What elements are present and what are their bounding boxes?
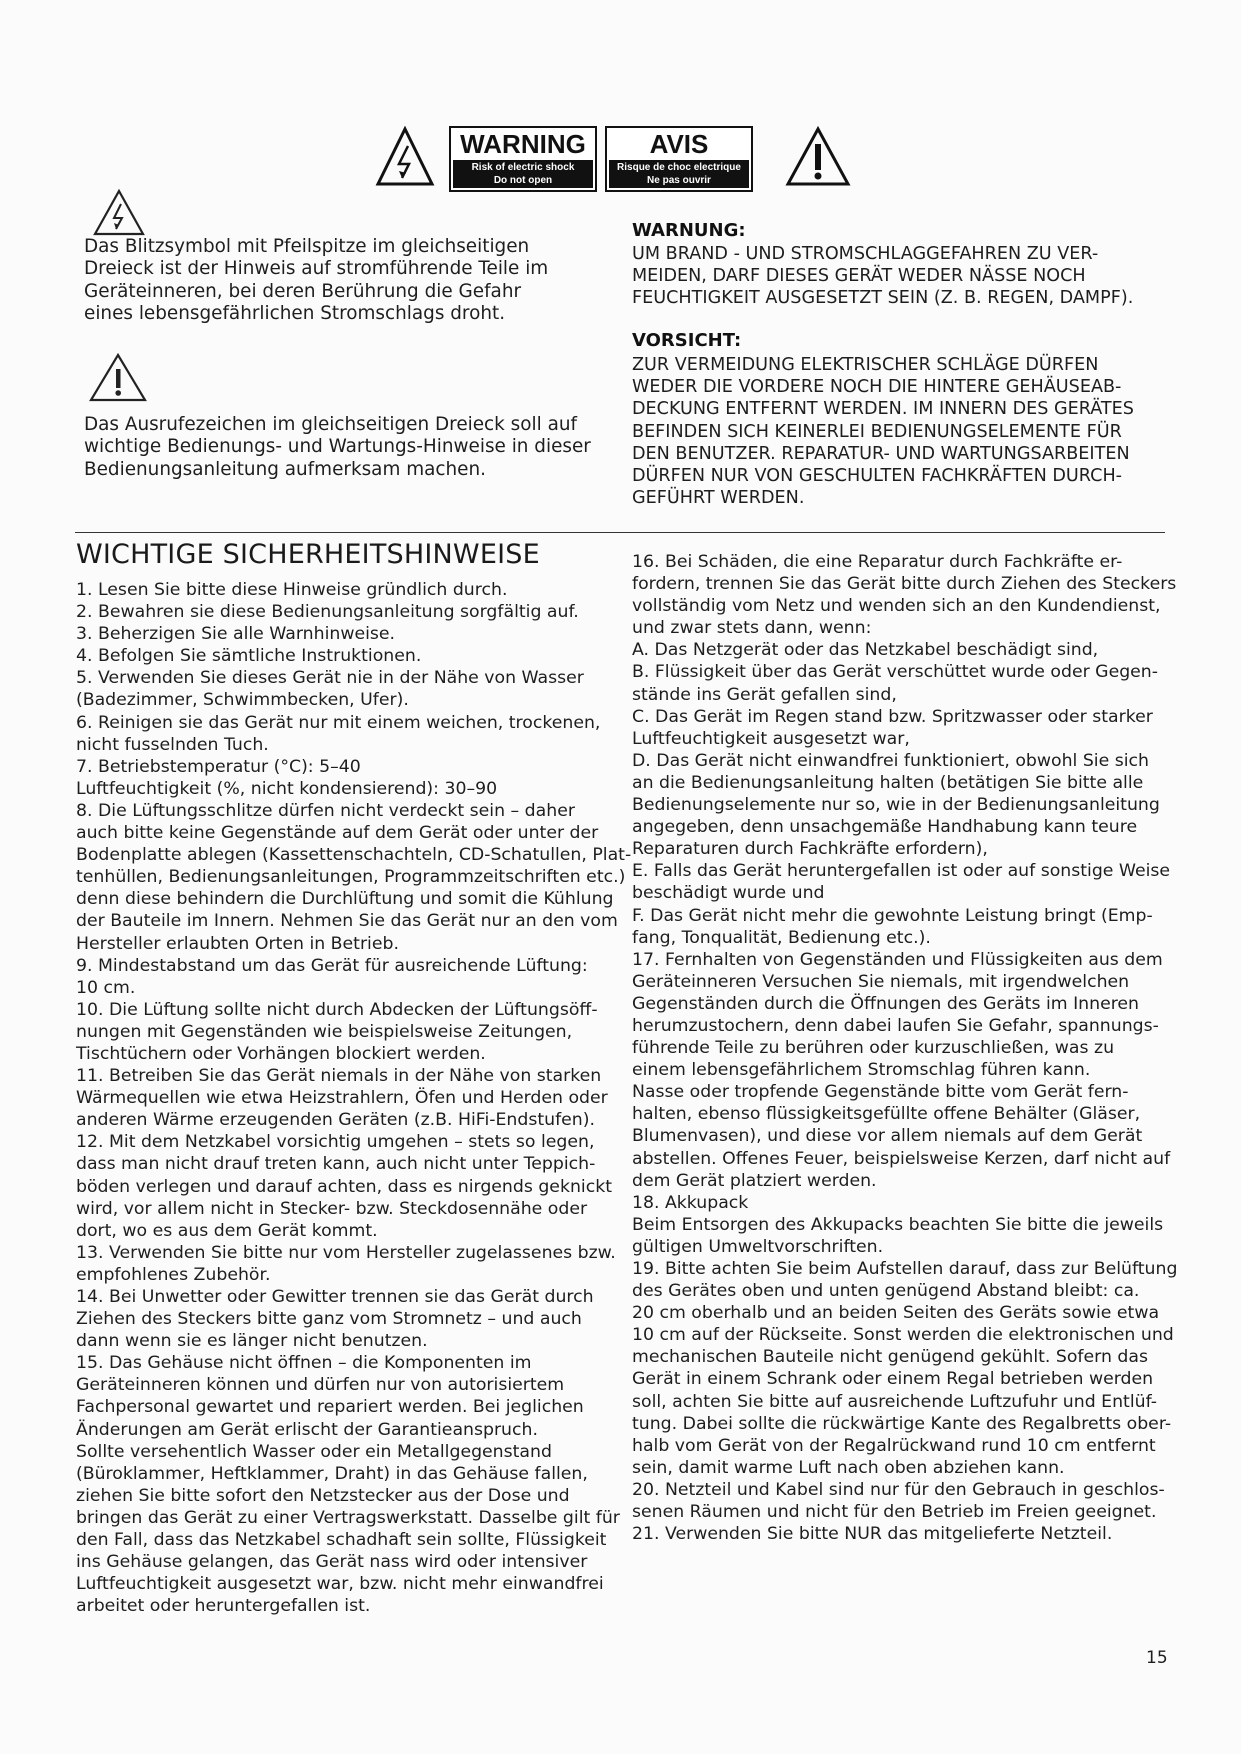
- vorsicht-line: DECKUNG ENTFERNT WERDEN. IM INNERN DES GERÄTES: [632, 399, 1134, 420]
- avis-sub-line: Ne pas ouvrir: [647, 175, 711, 186]
- text-line: arbeitet oder heruntergefallen ist.: [76, 1596, 371, 1617]
- text-line: 17. Fernhalten von Gegenständen und Flüssigkeiten aus dem: [632, 949, 1163, 970]
- text-line: böden verlegen und darauf achten, dass es nirgends geknickt: [76, 1176, 612, 1197]
- right-column: [632, 551, 1177, 1545]
- section-title: WICHTIGE SICHERHEITSHINWEISE: [76, 539, 540, 570]
- left-column: [76, 579, 631, 1617]
- text-line: Tischtüchern oder Vorhängen blockiert werden.: [76, 1043, 486, 1064]
- text-line: Bedienungselemente nur so, wie in der Bedienungsanleitung: [632, 795, 1160, 816]
- text-line: 18. Akkupack: [632, 1192, 749, 1213]
- text-line: 6. Reinigen sie das Gerät nur mit einem weichen, trockenen,: [76, 712, 601, 733]
- text-line: (Büroklammer, Heftklammer, Draht) in das Gehäuse fallen,: [76, 1463, 588, 1484]
- warning-sub-line: Do not open: [493, 175, 553, 186]
- text-line: der Bauteile im Innern. Nehmen Sie das Gerät nur an den vom: [76, 911, 618, 932]
- text-line: B. Flüssigkeit über das Gerät verschüttet wurde oder Gegen-: [632, 662, 1158, 683]
- text-line: nungen mit Gegenständen wie beispielsweise Zeitungen,: [76, 1021, 573, 1042]
- lightning-triangle-icon: [92, 188, 146, 242]
- text-line: 20. Netzteil und Kabel sind nur für den Gebrauch in geschlos-: [632, 1479, 1165, 1500]
- notice-line: Das Ausrufezeichen im gleichseitigen Dreieck soll auf: [84, 414, 577, 435]
- text-line: 3. Beherzigen Sie alle Warnhinweise.: [76, 624, 396, 645]
- exclamation-triangle-icon: [88, 352, 148, 408]
- text-line: Beim Entsorgen des Akkupacks beachten Sie bitte die jeweils: [632, 1214, 1164, 1235]
- text-line: Luftfeuchtigkeit ausgesetzt war, bzw. nicht mehr einwandfrei: [76, 1574, 604, 1595]
- lightning-notice: [84, 236, 548, 326]
- text-line: 8. Die Lüftungsschlitze dürfen nicht verdeckt sein – daher: [76, 800, 575, 821]
- text-line: einem lebensgefährlichem Stromschlag führen kann.: [632, 1060, 1091, 1081]
- text-line: Gegenständen durch die Öffnungen des Geräts im Inneren: [632, 993, 1140, 1014]
- exclamation-notice: [84, 414, 591, 481]
- text-line: Hersteller erlaubten Orten in Betrieb.: [76, 933, 399, 954]
- text-line: Gerät in einem Schrank oder einem Regal betrieben werden: [632, 1369, 1154, 1390]
- vorsicht-heading: VORSICHT:: [632, 330, 742, 351]
- text-line: Luftfeuchtigkeit (%, nicht kondensierend): 30–90: [76, 778, 498, 799]
- text-line: ins Gehäuse gelangen, das Gerät nass wird oder intensiver: [76, 1552, 588, 1573]
- text-line: 16. Bei Schäden, die eine Reparatur durch Fachkräfte er-: [632, 552, 1123, 572]
- text-line: fang, Tonqualität, Bedienung etc.).: [632, 927, 931, 948]
- text-line: denn diese behindern die Durchlüftung und somit die Kühlung: [76, 889, 614, 910]
- notice-line: eines lebensgefährlichen Stromschlags droht.: [84, 303, 506, 325]
- text-line: gültigen Umweltvorschriften.: [632, 1236, 884, 1257]
- text-line: 9. Mindestabstand um das Gerät für ausreichende Lüftung:: [76, 955, 588, 976]
- notice-line: Bedienungsanleitung aufmerksam machen.: [84, 458, 486, 480]
- warning-sub-line: Risk of electric shock: [471, 162, 575, 173]
- section-divider: [75, 532, 1165, 533]
- warning-banner: [375, 126, 865, 196]
- text-line: dort, wo es aus dem Gerät kommt.: [76, 1220, 378, 1241]
- text-line: 14. Bei Unwetter oder Gewitter trennen sie das Gerät durch: [76, 1287, 594, 1307]
- text-line: 15. Das Gehäuse nicht öffnen – die Komponenten im: [76, 1353, 532, 1374]
- warnung-line: FEUCHTIGKEIT AUSGESETZT SEIN (Z. B. REGEN, DAMPF).: [632, 288, 1134, 309]
- text-line: sein, damit warme Luft nach oben abziehen kann.: [632, 1457, 1065, 1478]
- avis-sub-line: Risque de choc electrique: [617, 162, 741, 173]
- text-line: tung. Dabei sollte die rückwärtige Kante des Regalbretts ober-: [632, 1413, 1172, 1434]
- text-line: beschädigt wurde und: [632, 883, 825, 904]
- text-line: anderen Wärme erzeugenden Geräten (z.B. HiFi-Endstufen).: [76, 1110, 595, 1131]
- text-line: senen Räumen und nicht für den Betrieb im Freien geeignet.: [632, 1502, 1157, 1523]
- warnung-line: UM BRAND - UND STROMSCHLAGGEFAHREN ZU VER-: [632, 244, 1099, 264]
- text-line: Fachpersonal gewartet und repariert werden. Bei jeglichen: [76, 1397, 584, 1418]
- text-line: halb vom Gerät von der Regalrückwand rund 10 cm entfernt: [632, 1435, 1156, 1456]
- text-line: dass man nicht drauf treten kann, auch nicht unter Teppich-: [76, 1154, 596, 1175]
- text-line: Bodenplatte ablegen (Kassettenschachteln, CD-Schatullen, Plat-: [76, 845, 632, 866]
- text-line: 12. Mit dem Netzkabel vorsichtig umgehen – stets so legen,: [76, 1132, 595, 1153]
- text-line: 5. Verwenden Sie dieses Gerät nie in der Nähe von Wasser: [76, 668, 584, 689]
- text-line: empfohlenes Zubehör.: [76, 1264, 271, 1285]
- warning-label-sub: [453, 160, 593, 188]
- text-line: herumzustochern, denn dabei laufen Sie Gefahr, spannungs-: [632, 1015, 1159, 1036]
- text-line: des Gerätes oben und unten genügend Abstand bleibt: ca.: [632, 1281, 1140, 1302]
- text-line: stände ins Gerät gefallen sind,: [632, 684, 897, 705]
- text-line: halten, ebenso flüssigkeitsgefüllte offene Behälter (Gläser,: [632, 1104, 1141, 1125]
- warning-label-title: WARNING: [460, 129, 586, 159]
- vorsicht-line: DÜRFEN NUR VON GESCHULTEN FACHKRÄFTEN DURCH-: [632, 466, 1123, 487]
- text-line: mechanischen Bauteile nicht genügend gekühlt. Sofern das: [632, 1347, 1148, 1368]
- text-line: Geräteinneren Versuchen Sie niemals, mit irgendwelchen: [632, 971, 1130, 992]
- text-line: vollständig vom Netz und wenden sich an den Kundendienst,: [632, 596, 1161, 617]
- text-line: Wärmequellen wie etwa Heizstrahlern, Öfen und Herden oder: [76, 1088, 608, 1109]
- text-line: 11. Betreiben Sie das Gerät niemals in der Nähe von starken: [76, 1066, 602, 1087]
- warnung-text: [632, 243, 1133, 310]
- text-line: auch bitte keine Gegenstände auf dem Gerät oder unter der: [76, 823, 599, 844]
- text-line: Luftfeuchtigkeit ausgesetzt war,: [632, 728, 910, 749]
- text-line: Geräteinneren können und dürfen nur von autorisiertem: [76, 1375, 565, 1396]
- text-line: Sollte versehentlich Wasser oder ein Metallgegenstand: [76, 1441, 552, 1462]
- warnung-line: MEIDEN, DARF DIESES GERÄT WEDER NÄSSE NOCH: [632, 266, 1086, 287]
- text-line: tenhüllen, Bedienungsanleitungen, Programmzeitschriften etc.): [76, 867, 626, 888]
- text-line: nicht fusselnden Tuch.: [76, 734, 269, 755]
- text-line: 20 cm oberhalb und an beiden Seiten des Geräts sowie etwa: [632, 1303, 1160, 1324]
- text-line: Reparaturen durch Fachkräfte erfordern),: [632, 839, 988, 860]
- avis-label-sub: [609, 160, 749, 188]
- page-number: 15: [1146, 1648, 1168, 1668]
- text-line: 19. Bitte achten Sie beim Aufstellen darauf, dass zur Belüftung: [632, 1259, 1178, 1279]
- vorsicht-line: ZUR VERMEIDUNG ELEKTRISCHER SCHLÄGE DÜRFEN: [632, 355, 1099, 375]
- notice-line: Das Blitzsymbol mit Pfeilspitze im gleichseitigen: [84, 236, 530, 257]
- notice-line: wichtige Bedienungs- und Wartungs-Hinweise in dieser: [84, 436, 591, 458]
- warnung-heading: WARNUNG:: [632, 220, 746, 241]
- vorsicht-text: [632, 354, 1134, 509]
- text-line: den Fall, dass das Netzkabel schadhaft sein sollte, Flüssigkeit: [76, 1530, 607, 1551]
- text-line: ziehen Sie bitte sofort den Netzstecker aus der Dose und: [76, 1485, 570, 1506]
- text-line: A. Das Netzgerät oder das Netzkabel beschädigt sind,: [632, 640, 1099, 661]
- notice-line: Dreieck ist der Hinweis auf stromführende Teile im: [84, 258, 549, 280]
- text-line: 1. Lesen Sie bitte diese Hinweise gründlich durch.: [76, 580, 508, 600]
- text-line: dem Gerät platziert werden.: [632, 1170, 877, 1191]
- exclamation-triangle-icon: [785, 126, 851, 188]
- text-line: 2. Bewahren sie diese Bedienungsanleitung sorgfältig auf.: [76, 602, 579, 623]
- text-line: führende Teile zu berühren oder kurzuschließen, was zu: [632, 1038, 1115, 1059]
- text-line: Änderungen am Gerät erlischt der Garantieanspruch.: [76, 1419, 538, 1440]
- warning-label: [449, 126, 597, 192]
- notice-line: Geräteinneren, bei deren Berührung die Gefahr: [84, 280, 522, 302]
- lightning-triangle-icon: [375, 126, 435, 188]
- vorsicht-line: BEFINDEN SICH KEINERLEI BEDIENUNGSELEMENTE FÜR: [632, 421, 1122, 442]
- text-line: D. Das Gerät nicht einwandfrei funktioniert, obwohl Sie sich: [632, 750, 1149, 771]
- avis-label-title: AVIS: [649, 129, 709, 159]
- vorsicht-line: GEFÜHRT WERDEN.: [632, 488, 805, 509]
- text-line: 7. Betriebstemperatur (°C): 5–40: [76, 756, 361, 777]
- text-line: Blumenvasen), und diese vor allem niemals auf dem Gerät: [632, 1126, 1143, 1147]
- text-line: Nasse oder tropfende Gegenstände bitte vom Gerät fern-: [632, 1082, 1129, 1103]
- text-line: dann wenn sie es länger nicht benutzen.: [76, 1331, 428, 1352]
- text-line: wird, vor allem nicht in Stecker- bzw. Steckdosennähe oder: [76, 1198, 588, 1219]
- text-line: angegeben, denn unsachgemäße Handhabung kann teure: [632, 817, 1138, 838]
- text-line: 13. Verwenden Sie bitte nur vom Hersteller zugelassenes bzw.: [76, 1242, 616, 1263]
- text-line: 10 cm auf der Rückseite. Sonst werden die elektronischen und: [632, 1325, 1174, 1346]
- text-line: abstellen. Offenes Feuer, beispielsweise Kerzen, darf nicht auf: [632, 1148, 1171, 1169]
- text-line: 10 cm.: [76, 977, 136, 998]
- text-line: C. Das Gerät im Regen stand bzw. Spritzwasser oder starker: [632, 706, 1153, 727]
- text-line: 4. Befolgen Sie sämtliche Instruktionen.: [76, 646, 422, 667]
- text-line: 21. Verwenden Sie bitte NUR das mitgelieferte Netzteil.: [632, 1524, 1113, 1545]
- text-line: 10. Die Lüftung sollte nicht durch Abdecken der Lüftungsöff-: [76, 999, 598, 1020]
- text-line: Ziehen des Steckers bitte ganz vom Stromnetz – und auch: [76, 1309, 582, 1330]
- text-line: (Badezimmer, Schwimmbecken, Ufer).: [76, 690, 409, 711]
- vorsicht-line: DEN BENUTZER. REPARATUR- UND WARTUNGSARBEITEN: [632, 443, 1130, 464]
- text-line: und zwar stets dann, wenn:: [632, 618, 872, 639]
- text-line: soll, achten Sie bitte auf ausreichende Luftzufuhr und Entlüf-: [632, 1391, 1157, 1412]
- vorsicht-line: WEDER DIE VORDERE NOCH DIE HINTERE GEHÄUSEAB-: [632, 377, 1122, 398]
- text-line: bringen das Gerät zu einer Vertragswerkstatt. Dasselbe gilt für: [76, 1507, 620, 1528]
- text-line: E. Falls das Gerät heruntergefallen ist oder auf sonstige Weise: [632, 861, 1171, 882]
- text-line: an die Bedienungsanleitung halten (betätigen Sie bitte alle: [632, 772, 1144, 793]
- text-line: fordern, trennen Sie das Gerät bitte durch Ziehen des Steckers: [632, 574, 1177, 595]
- text-line: F. Das Gerät nicht mehr die gewohnte Leistung bringt (Emp-: [632, 905, 1153, 926]
- avis-label: [605, 126, 753, 192]
